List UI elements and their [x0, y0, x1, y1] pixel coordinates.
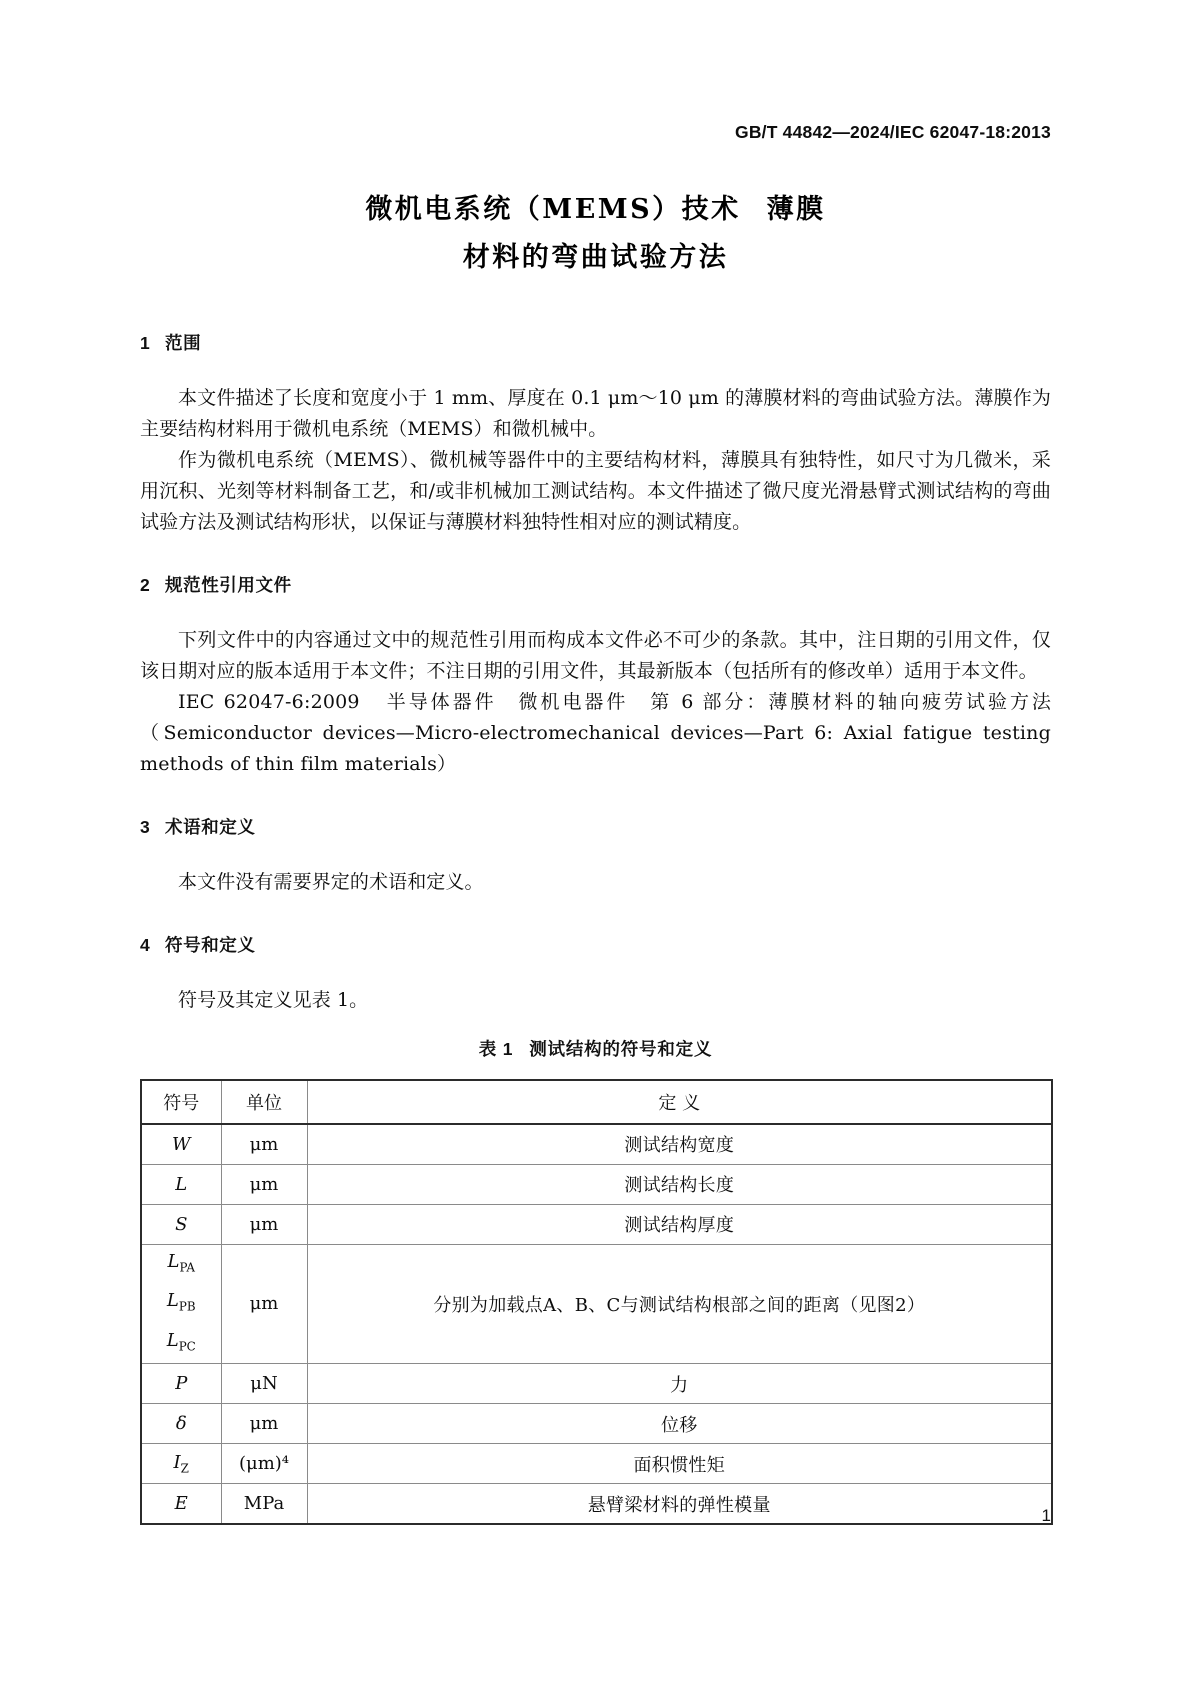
section-title-1: 范围 [165, 333, 202, 353]
cell-definition: 悬臂梁材料的弹性模量 [307, 1484, 1052, 1524]
section-number-4: 4 [140, 935, 151, 955]
running-header: GB/T 44842—2024/IEC 62047-18:2013 [735, 122, 1051, 142]
cell-definition: 分别为加载点A、B、C与测试结构根部之间的距离（见图2） [307, 1244, 1052, 1364]
table-col-header-unit: 单位 [221, 1080, 307, 1124]
reference-english-title: （Semiconductor devices—Micro-electromechanical devices—Part 6: Axial fatigue testing methods of thin film materials） [140, 722, 1051, 775]
cell-unit: MPa [221, 1484, 307, 1524]
cell-symbol-group [141, 1244, 221, 1364]
symbols-definitions-table [140, 1079, 1053, 1525]
cell-unit: μN [221, 1364, 307, 1404]
section-number-1: 1 [140, 333, 151, 353]
symbol-lpb: $L_{PB}$ [166, 1290, 196, 1314]
table-header-row [141, 1080, 1052, 1124]
section-title-2: 规范性引用文件 [165, 575, 292, 595]
cell-definition: 面积惯性矩 [307, 1444, 1052, 1484]
cell-unit: μm [221, 1124, 307, 1164]
title-line-2: 材料的弯曲试验方法 [462, 242, 729, 273]
section-1-paragraph-2: 作为微机电系统（MEMS）、微机械等器件中的主要结构材料，薄膜具有独特性，如尺寸为几微米，采用沉积、光刻等材料制备工艺，和/或非机械加工测试结构。本文件描述了微尺度光滑悬臂式测试结构的弯曲试验方法及测试结构形状，以保证与薄膜材料独特性相对应的测试精度。 [140, 449, 1051, 533]
cell-unit: μm [221, 1164, 307, 1204]
cell-definition: 测试结构厚度 [307, 1204, 1052, 1244]
section-title-3: 术语和定义 [165, 817, 256, 837]
section-1-paragraph-1: 本文件描述了长度和宽度小于 1 mm、厚度在 0.1 μm～10 μm 的薄膜材料的弯曲试验方法。薄膜作为主要结构材料用于微机电系统（MEMS）和微机械中。 [140, 387, 1051, 440]
table-row [141, 1404, 1052, 1444]
document-body [140, 330, 1051, 1525]
cell-definition: 力 [307, 1364, 1052, 1404]
cell-unit: μm [221, 1244, 307, 1364]
table-row [141, 1364, 1052, 1404]
section-heading-3 [140, 814, 1051, 839]
symbol-lpa: $L_{PA}$ [167, 1250, 195, 1275]
cell-unit: μm [221, 1404, 307, 1444]
table-row [141, 1124, 1052, 1164]
title-line-1-part-b: 薄膜 [766, 194, 826, 225]
cell-symbol: S [141, 1204, 221, 1244]
cell-symbol: E [141, 1484, 221, 1524]
table-caption-title: 测试结构的符号和定义 [529, 1039, 713, 1059]
page-title [140, 186, 1051, 282]
cell-unit: (μm)⁴ [221, 1444, 307, 1484]
section-heading-1 [140, 330, 1051, 355]
table-row [141, 1204, 1052, 1244]
table-col-header-definition: 定 义 [307, 1080, 1052, 1124]
page-number: 1 [1041, 1506, 1051, 1525]
cell-definition: 测试结构宽度 [307, 1124, 1052, 1164]
section-2-paragraph-1: 下列文件中的内容通过文中的规范性引用而构成本文件必不可少的条款。其中，注日期的引用文件，仅该日期对应的版本适用于本文件；不注日期的引用文件，其最新版本（包括所有的修改单）适用于本文件。 [140, 629, 1051, 682]
cell-symbol: P [141, 1364, 221, 1404]
title-line-1-part-a: 微机电系统（MEMS）技术 [365, 194, 741, 225]
reference-id: IEC 62047-6:2009 [178, 691, 360, 713]
cell-unit: μm [221, 1204, 307, 1244]
cell-symbol: W [141, 1124, 221, 1164]
cell-symbol: $I_Z$ [141, 1444, 221, 1484]
section-number-2: 2 [140, 575, 151, 595]
section-title-4: 符号和定义 [165, 935, 256, 955]
section-heading-2 [140, 572, 1051, 597]
cell-definition: 位移 [307, 1404, 1052, 1444]
table-caption [140, 1036, 1051, 1061]
table-row [141, 1244, 1052, 1364]
normative-reference-entry [140, 687, 1051, 780]
section-number-3: 3 [140, 817, 151, 837]
cell-definition: 测试结构长度 [307, 1164, 1052, 1204]
table-caption-label: 表 1 [478, 1039, 514, 1059]
section-heading-4 [140, 932, 1051, 957]
reference-chinese-title: 半导体器件 微机电器件 第 6 部分：薄膜材料的轴向疲劳试验方法 [386, 691, 1052, 713]
symbol-lpc: $L_{PC}$ [166, 1329, 196, 1354]
section-3-paragraph-1: 本文件没有需要界定的术语和定义。 [178, 871, 484, 893]
cell-symbol: L [141, 1164, 221, 1204]
table-row [141, 1164, 1052, 1204]
table-col-header-symbol: 符号 [141, 1080, 221, 1124]
table-row [141, 1444, 1052, 1484]
section-4-paragraph-1: 符号及其定义见表 1。 [178, 989, 369, 1011]
cell-symbol: δ [141, 1404, 221, 1444]
